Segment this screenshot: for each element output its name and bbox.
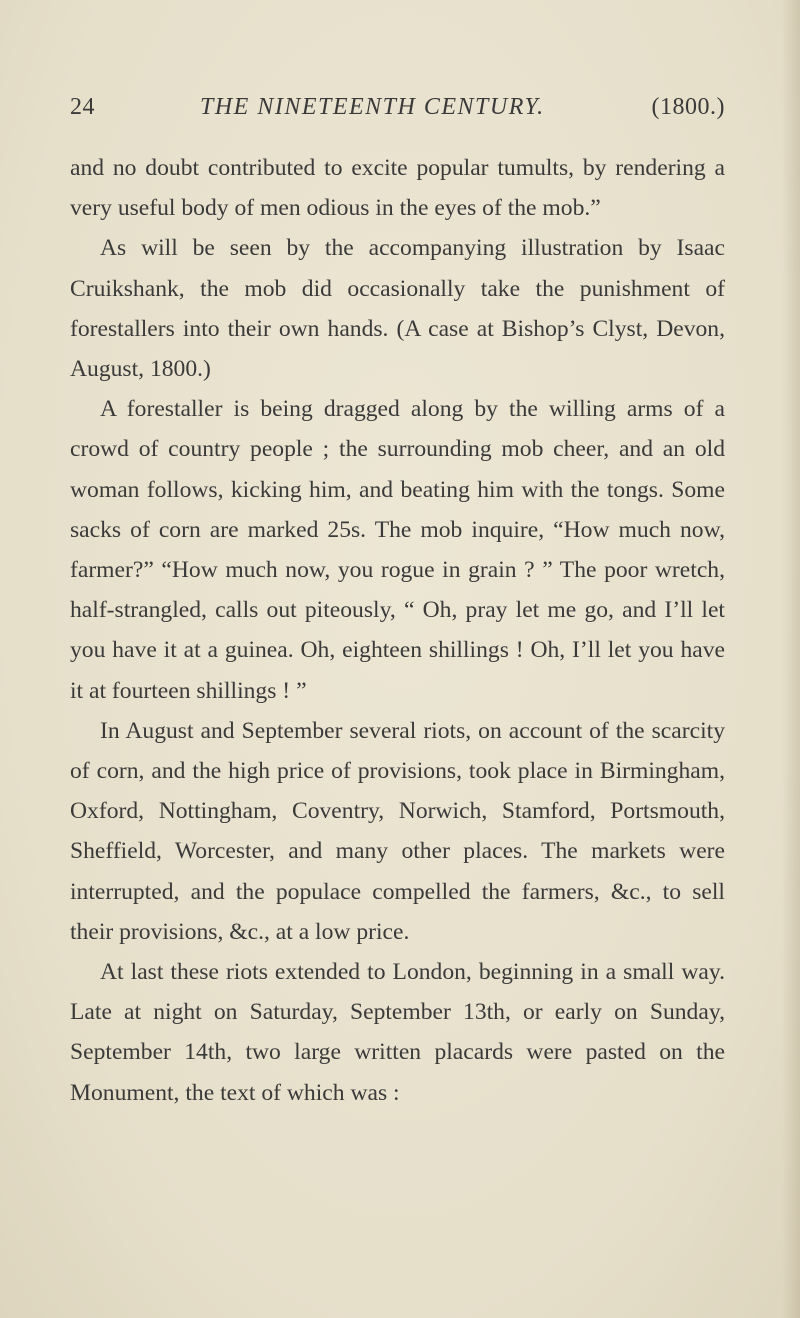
page-edge-shadow <box>782 0 800 1318</box>
body-text <box>70 148 725 1113</box>
paragraph-illustration: As will be seen by the accompanying illustration by Isaac Cruikshank, the mob did occasionally take the punishment of forestallers into their own hands. (A case at Bishop’s Clyst, Devon, August, 1800.) <box>70 235 725 383</box>
running-header <box>70 94 725 130</box>
running-title: THE NINETEENTH CENTURY. <box>200 94 545 120</box>
paragraph-forestaller: A forestaller is being dragged along by the willing arms of a crowd of country people ; the surrounding mob cheer, and an old woman follows, kicking him, and beating him with the tongs. Some sacks of corn are marked 25s. The mob inquire, “How much now, farmer?” “How much now, you rogue in grain ? ” The poor wretch, half-strangled, calls out piteously, “ Oh, pray let me go, and I’ll let you have it at a guinea. Oh, eighteen shillings ! Oh, I’ll let you have it at fourteen shillings ! ” <box>70 396 725 704</box>
paragraph-continued: and no doubt contributed to excite popular tumults, by rendering a very useful body of men odious in the eyes of the mob.” <box>70 155 725 222</box>
page-number: 24 <box>70 94 95 120</box>
running-year: (1800.) <box>651 94 725 120</box>
paragraph-riots: In August and September several riots, on account of the scarcity of corn, and the high price of provisions, took place in Birmingham, Oxford, Nottingham, Coventry, Norwich, Stamford, Portsmouth, Sheffield, Worcester, and many other places. The markets were interrupted, and the populace compelled the farmers, &c., to sell their provisions, &c., at a low price. <box>70 717 725 945</box>
paragraph-london: At last these riots extended to London, beginning in a small way. Late at night on Saturday, September 13th, or early on Sunday, September 14th, two large written placards were pasted on the Monument, the text of which was : <box>70 959 725 1106</box>
